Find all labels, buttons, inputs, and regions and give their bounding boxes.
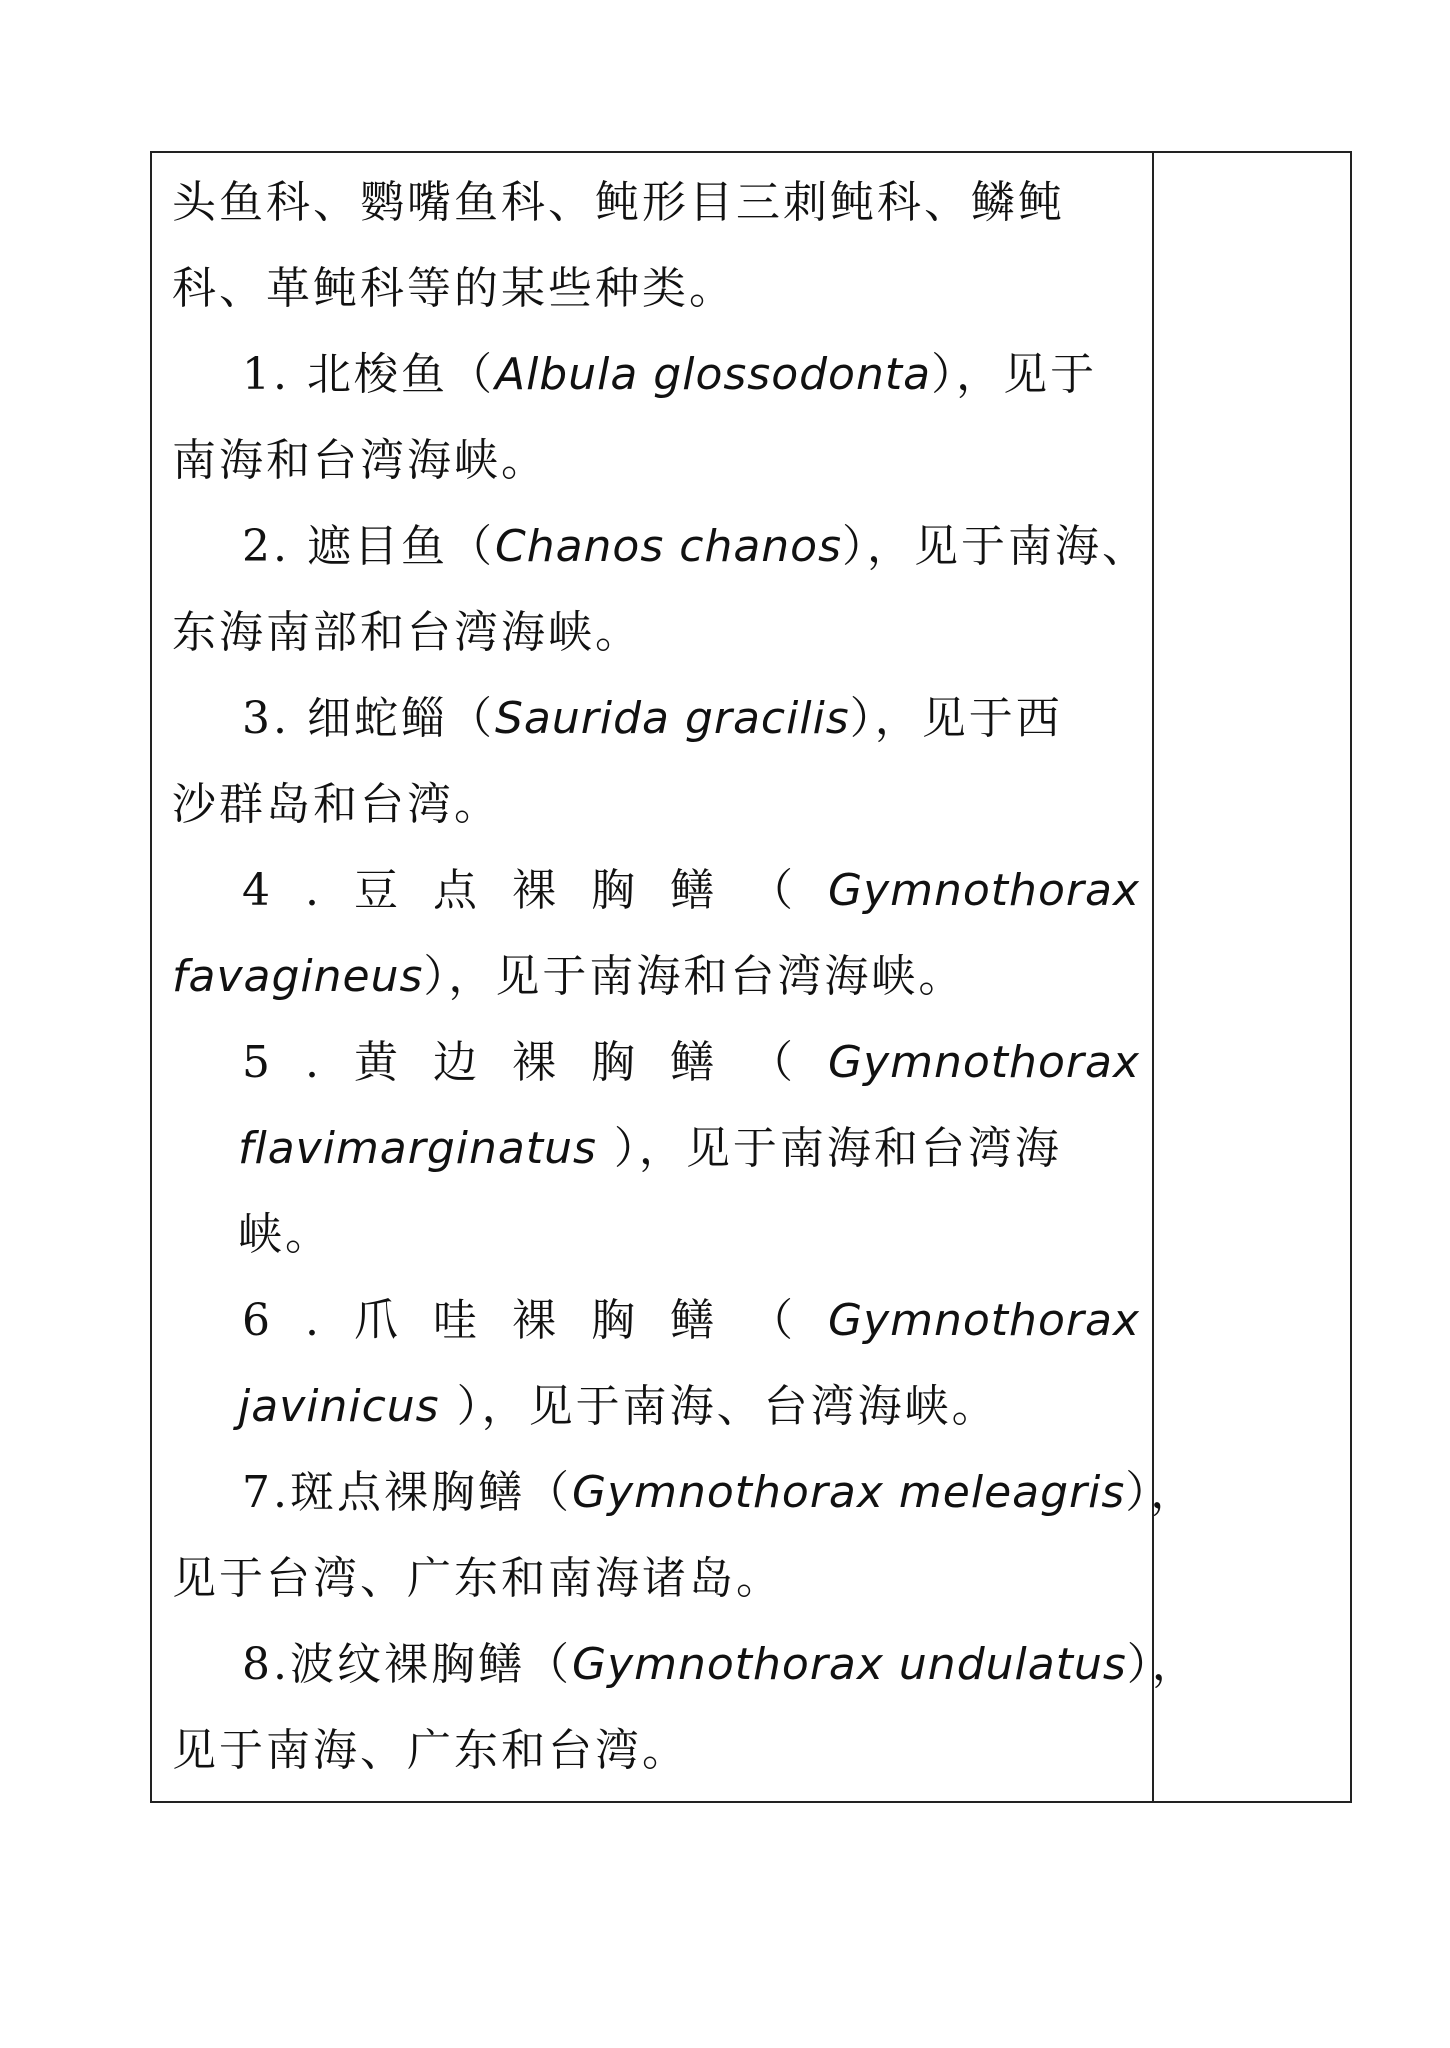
line-text: 沙群岛和台湾。: [172, 779, 501, 830]
entry-label: 3. 细蛇鲻（: [242, 693, 495, 744]
scientific-name: Gymnothorax: [828, 865, 1140, 916]
scientific-name: Albula glossodonta: [494, 349, 932, 400]
token: 裸: [512, 1295, 556, 1346]
entry-text: ），见于南海、: [842, 521, 1150, 572]
token: 胸: [591, 865, 635, 916]
scientific-name: Chanos chanos: [494, 521, 843, 572]
text-line: [172, 1549, 1140, 1609]
scientific-name: Saurida gracilis: [494, 693, 850, 744]
content-table: [150, 151, 1352, 1803]
token: 6: [242, 1295, 270, 1346]
species-entry-6: [242, 1291, 1140, 1351]
text-cell: [152, 153, 1199, 1801]
token: 爪: [354, 1295, 398, 1346]
scientific-name: javinicus: [238, 1381, 440, 1432]
token: 胸: [591, 1037, 635, 1088]
entry-label: 8.波纹裸胸鳝（: [242, 1639, 572, 1690]
scientific-name: Gymnothorax undulatus: [571, 1639, 1127, 1690]
species-entry-1: [242, 345, 1140, 405]
entry-label: 1. 北梭鱼（: [242, 349, 495, 400]
text-line: [172, 259, 1140, 319]
text-line: [172, 775, 1140, 835]
text-line: [172, 1721, 1140, 1781]
text-line: [172, 603, 1140, 663]
text-line: [172, 947, 1140, 1007]
entry-text: ），见于南海、台湾海峡。: [439, 1381, 999, 1432]
line-text: 峡。: [238, 1209, 332, 1260]
scientific-name: Gymnothorax: [828, 1037, 1140, 1088]
species-entry-5: [242, 1033, 1140, 1093]
token: .: [305, 1295, 319, 1346]
scientific-name: Gymnothorax meleagris: [571, 1467, 1126, 1518]
text-line: [172, 431, 1140, 491]
token: 鳝: [670, 1295, 714, 1346]
entry-text: ），: [1126, 1639, 1199, 1690]
entry-label: 7.斑点裸胸鳝（: [242, 1467, 572, 1518]
token: 哇: [433, 1295, 477, 1346]
text-line: [238, 1377, 1140, 1437]
entry-text: ），见于南海和台湾海: [596, 1123, 1062, 1174]
token: 黄: [354, 1037, 398, 1088]
token: 裸: [512, 865, 556, 916]
token: 豆: [354, 865, 398, 916]
token: （: [749, 865, 793, 916]
text-line: [238, 1119, 1140, 1179]
token: 胸: [591, 1295, 635, 1346]
empty-side-cell: [1154, 153, 1350, 1801]
scientific-name: flavimarginatus: [238, 1123, 597, 1174]
token: （: [749, 1295, 793, 1346]
token: .: [305, 1037, 319, 1088]
token: 4: [242, 865, 270, 916]
species-entry-8: [242, 1635, 1199, 1695]
entry-text: ），见于南海和台湾海峡。: [423, 951, 966, 1002]
line-text: 科、革鲀科等的某些种类。: [172, 263, 736, 314]
token: （: [749, 1037, 793, 1088]
line-text: 见于台湾、广东和南海诸岛。: [172, 1553, 783, 1604]
token: 边: [433, 1037, 477, 1088]
token: 5: [242, 1037, 270, 1088]
line-text: 南海和台湾海峡。: [172, 435, 548, 486]
token: 鳝: [670, 1037, 714, 1088]
species-entry-7: [242, 1463, 1198, 1523]
line-text: 见于南海、广东和台湾。: [172, 1725, 689, 1776]
scientific-name: favagineus: [172, 951, 424, 1002]
text-line: [172, 173, 1140, 233]
token: 鳝: [670, 865, 714, 916]
entry-text: ），: [1125, 1467, 1198, 1518]
species-entry-4: [242, 861, 1140, 921]
text-line: [238, 1205, 1140, 1265]
token: 裸: [512, 1037, 556, 1088]
line-text: 头鱼科、鹦嘴鱼科、鲀形目三刺鲀科、鳞鲀: [172, 177, 1065, 228]
entry-label: 2. 遮目鱼（: [242, 521, 495, 572]
entry-text: ），见于西: [849, 693, 1063, 744]
scientific-name: Gymnothorax: [828, 1295, 1140, 1346]
token: .: [305, 865, 319, 916]
species-entry-3: [242, 689, 1140, 749]
entry-text: ），见于: [931, 349, 1098, 400]
token: 点: [433, 865, 477, 916]
species-entry-2: [242, 517, 1150, 577]
line-text: 东海南部和台湾海峡。: [172, 607, 642, 658]
